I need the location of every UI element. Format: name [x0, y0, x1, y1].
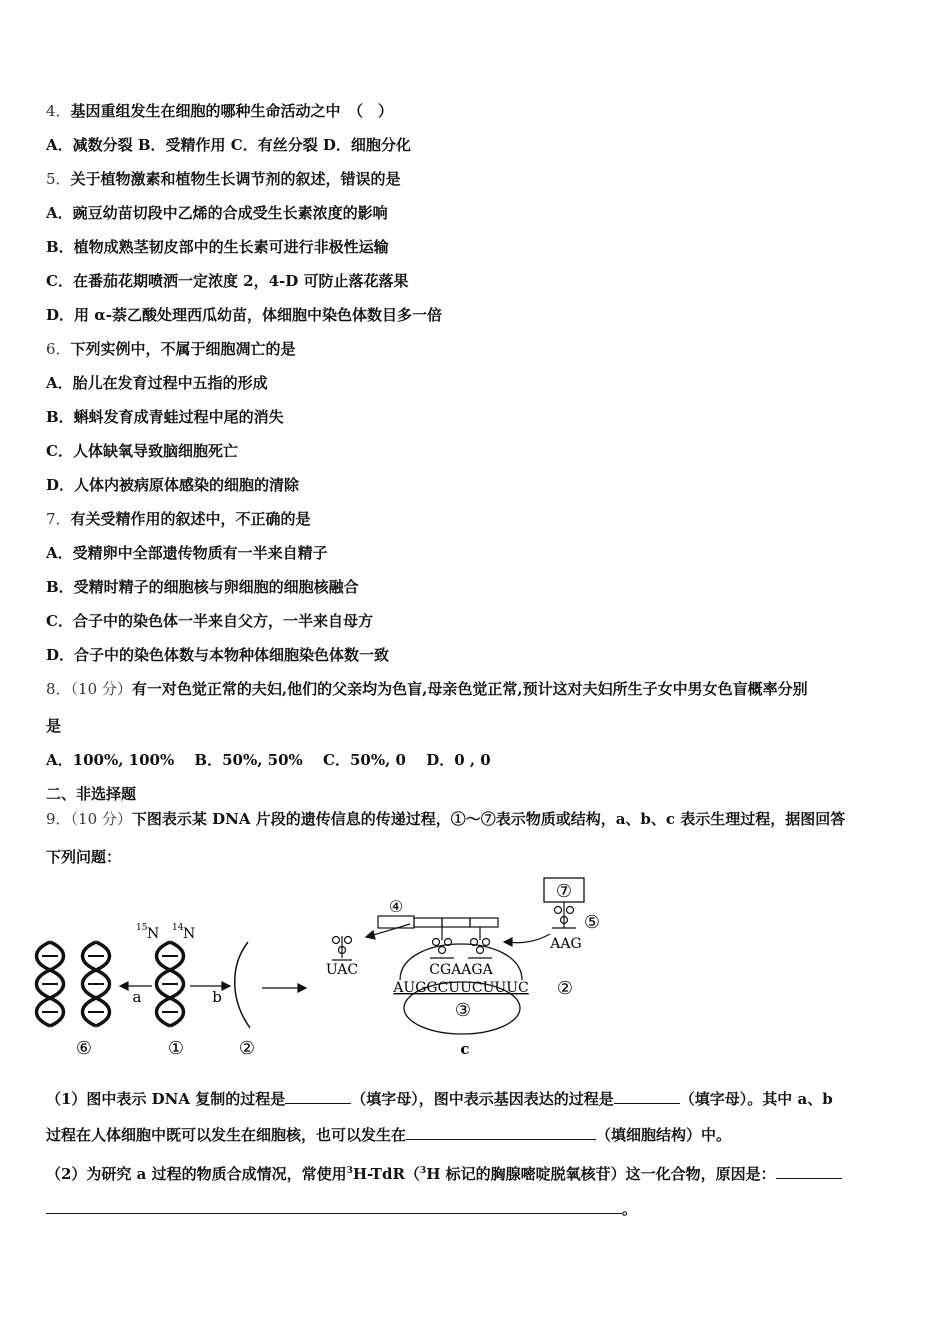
q8-number: 8．: [46, 680, 71, 698]
mrna-strand-2: [235, 942, 250, 1028]
q8-stem-cont: 是: [46, 717, 62, 735]
trna-bound: [430, 939, 492, 959]
label-circle-7: ⑦: [555, 881, 573, 902]
q9-sub2-line1: [46, 1160, 842, 1185]
label-circle-3: ③: [454, 1000, 472, 1021]
mrna-sequence: AUGGCUUCUUUC: [393, 980, 529, 996]
label-circle-4: ④: [388, 897, 404, 916]
arrow-trna-in: [504, 934, 550, 946]
q4-options: A．减数分裂 B．受精作用 C．有丝分裂 D．细胞分化: [46, 136, 411, 154]
polypeptide-box: [378, 916, 414, 928]
amino-acid-chain: [414, 918, 498, 940]
q9-sub1-text-a: （1）图中表示 DNA 复制的过程是: [46, 1090, 286, 1108]
q9-blank-4[interactable]: [776, 1164, 842, 1179]
q9-stem-text: 下图表示某 DNA 片段的遗传信息的传递过程，①～⑦表示物质或结构，a、b、c 表示生理过程，据图回答: [131, 810, 846, 828]
anticodon-uac: UAC: [325, 962, 359, 978]
q4-stem-text: 基因重组发生在细胞的哪种生命活动之中 （ ）: [70, 102, 394, 120]
q8-stem: [46, 678, 808, 700]
label-c: c: [460, 1040, 470, 1058]
q9-blank-1[interactable]: [285, 1089, 351, 1104]
q8-score: （10 分）: [70, 680, 132, 698]
q4-number: 4．: [46, 102, 71, 120]
q5-stem: [46, 168, 401, 190]
label-circle-2a: ②: [238, 1038, 256, 1059]
trna-released: [332, 936, 352, 960]
q9-stem: [46, 808, 845, 830]
anticodon-aag: AAG: [550, 936, 582, 952]
q9-sup-3b: 3: [419, 1166, 427, 1176]
q9-blank-2[interactable]: [614, 1089, 680, 1104]
q6-stem-text: 下列实例中，不属于细胞凋亡的是: [70, 340, 296, 358]
label-circle-5: ⑤: [583, 912, 601, 933]
n15-symbol: N: [147, 926, 160, 942]
q5-option-a: A．豌豆幼苗切段中乙烯的合成受生长素浓度的影响: [46, 204, 388, 222]
q7-stem: [46, 508, 311, 530]
dna-transfer-figure: [30, 870, 630, 1070]
q9-period: 。: [622, 1200, 638, 1218]
q9-sub2-text-a: （2）为研究 a 过程的物质合成情况，常使用: [46, 1165, 347, 1183]
label-circle-1: ①: [167, 1038, 185, 1059]
label-circle-2b: ②: [556, 978, 574, 999]
q5-option-c: C．在番茄花期喷洒一定浓度 2，4-D 可防止落花落果: [46, 272, 409, 290]
q6-option-d: D．人体内被病原体感染的细胞的清除: [46, 476, 300, 494]
q7-option-d: D．合子中的染色体数与本物种体细胞染色体数一致: [46, 646, 390, 664]
n15-superscript: 15: [136, 923, 148, 933]
arrow-b: [190, 982, 230, 990]
q8-stem-text: 有一对色觉正常的夫妇,他们的父亲均为色盲,母亲色觉正常,预计这对夫妇所生子女中男女色盲概率分别: [131, 680, 808, 698]
q5-number: 5．: [46, 170, 71, 188]
q9-sub2-line2: [46, 1198, 637, 1220]
q9-sub1-text-e: （填细胞结构）中。: [596, 1126, 732, 1144]
label-a: a: [132, 988, 142, 1006]
q9-sup-3a: 3: [346, 1166, 353, 1176]
q4-stem: [46, 100, 393, 122]
q9-blank-5[interactable]: [46, 1199, 622, 1214]
q9-blank-3[interactable]: [406, 1125, 596, 1140]
section-title: 二、非选择题: [46, 785, 137, 803]
label-circle-6: ⑥: [75, 1038, 93, 1059]
q9-sub2-text-c: H 标记的胸腺嘧啶脱氧核苷）这一化合物，原因是：: [426, 1165, 776, 1183]
q9-sub1-text-c: （填字母）。其中 a、b: [679, 1090, 833, 1108]
q9-sub1-text-b: （填字母），图中表示基因表达的过程是: [351, 1090, 614, 1108]
q8-options: A．100%, 100% B．50%, 50% C．50%, 0 D．0 , 0: [46, 751, 491, 769]
q9-stem-cont: 下列问题：: [46, 848, 122, 866]
q6-stem: [46, 338, 296, 360]
q9-sub1-line1: [46, 1088, 833, 1110]
anticodon-cgaaga: CGAAGA: [429, 962, 493, 978]
q5-stem-text: 关于植物激素和植物生长调节剂的叙述，错误的是: [70, 170, 401, 188]
n14-symbol: N: [183, 926, 196, 942]
q9-sub1-text-d: 过程在人体细胞中既可以发生在细胞核，也可以发生在: [46, 1126, 407, 1144]
trna-incoming: [552, 902, 576, 928]
arrow-to-translation: [262, 984, 306, 992]
q6-number: 6．: [46, 340, 71, 358]
dna-helix-6-right: [83, 942, 110, 1026]
q5-option-b: B．植物成熟茎韧皮部中的生长素可进行非极性运输: [46, 238, 389, 256]
q7-number: 7．: [46, 510, 71, 528]
q5-option-d: D．用 α-萘乙酸处理西瓜幼苗，体细胞中染色体数目多一倍: [46, 306, 443, 324]
q9-number: 9．: [46, 810, 71, 828]
q9-sub1-line2: [46, 1124, 731, 1146]
q6-option-b: B．蝌蚪发育成青蛙过程中尾的消失: [46, 408, 284, 426]
arrow-trna-out: [366, 924, 410, 939]
q6-option-a: A．胎儿在发育过程中五指的形成: [46, 374, 268, 392]
q7-option-a: A．受精卵中全部遗传物质有一半来自精子: [46, 544, 328, 562]
q9-score: （10 分）: [70, 810, 132, 828]
q7-option-b: B．受精时精子的细胞核与卵细胞的细胞核融合: [46, 578, 359, 596]
q6-option-c: C．人体缺氧导致脑细胞死亡: [46, 442, 238, 460]
q9-sub2-text-b: H-TdR（: [352, 1165, 420, 1183]
dna-helix-1: [157, 942, 184, 1026]
label-b: b: [212, 988, 222, 1006]
n14-superscript: 14: [172, 923, 184, 933]
q7-option-c: C．合子中的染色体一半来自父方，一半来自母方: [46, 612, 373, 630]
dna-helix-6-left: [37, 942, 64, 1026]
q7-stem-text: 有关受精作用的叙述中，不正确的是: [70, 510, 311, 528]
